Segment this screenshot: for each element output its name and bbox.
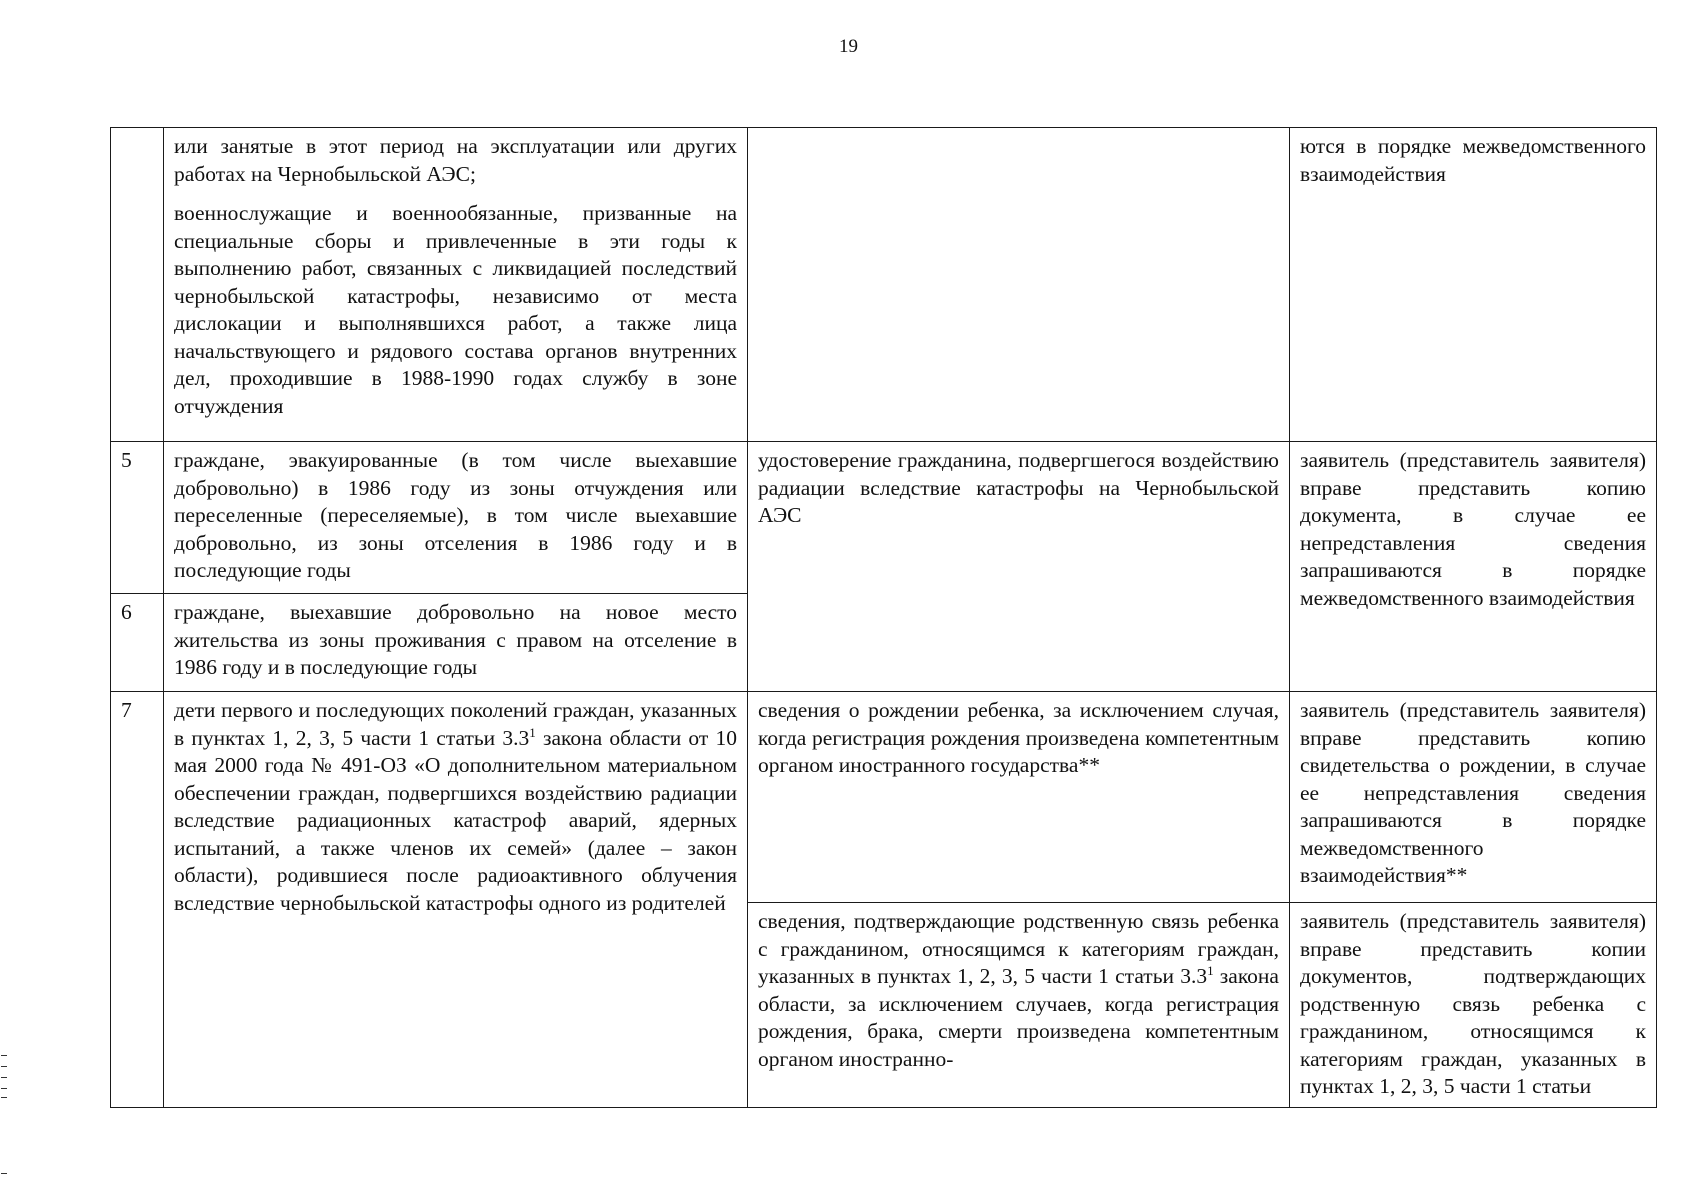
page-number: 19 bbox=[839, 36, 858, 57]
benefits-table bbox=[110, 127, 1657, 1108]
superscript: 1 bbox=[529, 724, 536, 740]
document-text: сведения, подтверждающие родственную связь ребенка с гражданином, относящимся к категориям граждан, указанных в пунктах 1, 2, 3, 5 части 1 статьи 3.3 bbox=[758, 909, 1279, 988]
category-text: военнослужащие и военнообязанные, призванные на специальные сборы и привлеченные в эти годы к выполнению работ, связанных с ликвидацией последствий чернобыльской катастрофы, независимо от места дислокации и выполнявшихся работ, а также лица начальствующего и рядового состава органов внутренних дел, проходившие в 1988-1990 годах службу в зоне отчуждения bbox=[174, 201, 737, 418]
category-text: или занятые в этот период на эксплуатации или других работах на Чернобыльской АЭС; bbox=[174, 134, 737, 186]
category-cell: граждане, эвакуированные (в том числе выехавшие добровольно) в 1986 году из зоны отчуждения или переселенные (переселяемые), в том числе выехавшие добровольно, из зоны отселения в 1986 году и в последующие годы bbox=[164, 442, 748, 594]
scan-mark bbox=[1, 1077, 7, 1078]
document-cell bbox=[748, 128, 1290, 442]
superscript: 1 bbox=[1207, 963, 1214, 978]
note-cell: заявитель (представитель заявителя) вправе представить копию документа, в случае ее непредставления сведения запрашиваются в порядке межведомственного взаимодействия bbox=[1290, 442, 1657, 692]
row-number: 7 bbox=[111, 692, 164, 1108]
category-text: закона области от 10 мая 2000 года № 491-ОЗ «О дополнительном материальном обеспечении граждан, подвергшихся воздействию радиации вследствие радиационных катастроф аварий, ядерных испытаний, а также членов их семей» (далее – закон области), родившиеся после радиоактивного облучения вследствие чернобыльской катастрофы одного из родителей bbox=[174, 725, 737, 915]
category-cell bbox=[164, 128, 748, 442]
scan-mark bbox=[1, 1088, 7, 1089]
category-cell: граждане, выехавшие добровольно на новое место жительства из зоны проживания с правом на отселение в 1986 году и в последующие годы bbox=[164, 594, 748, 692]
document-cell: удостоверение гражданина, подвергшегося воздействию радиации вследствие катастрофы на Чернобыльской АЭС bbox=[748, 442, 1290, 692]
scan-mark bbox=[1, 1055, 7, 1056]
document-cell: сведения о рождении ребенка, за исключением случая, когда регистрация рождения произведена компетентным органом иностранного государства** bbox=[748, 692, 1290, 903]
document-text: закона области, за исключением случаев, когда регистрация рождения, брака, смерти произведена компетентным органом иностранно- bbox=[758, 964, 1279, 1071]
scan-mark bbox=[1, 1097, 7, 1098]
scan-mark bbox=[1, 1066, 7, 1067]
note-cell: заявитель (представитель заявителя) вправе представить копию свидетельства о рождении, в случае ее непредставления сведения запрашиваются в порядке межведомственного взаимодействия** bbox=[1290, 692, 1657, 903]
table-row bbox=[111, 442, 1657, 594]
table-row bbox=[111, 128, 1657, 442]
row-number: 6 bbox=[111, 594, 164, 692]
scan-mark bbox=[1, 1173, 7, 1174]
row-number bbox=[111, 128, 164, 442]
row-number: 5 bbox=[111, 442, 164, 594]
note-cell: заявитель (представитель заявителя) вправе представить копии документов, подтверждающих родственную связь ребенка с гражданином, относящимся к категориям граждан, указанных в пунктах 1, 2, 3, 5 части 1 статьи bbox=[1290, 903, 1657, 1108]
table-row bbox=[111, 692, 1657, 903]
note-cell: ются в порядке межведомственного взаимодействия bbox=[1290, 128, 1657, 442]
document-cell bbox=[748, 903, 1290, 1108]
category-text: дети первого и последующих поколений граждан, указанных в пунктах 1, 2, 3, 5 части 1 статьи 3.3 bbox=[174, 698, 737, 750]
category-cell bbox=[164, 692, 748, 1108]
